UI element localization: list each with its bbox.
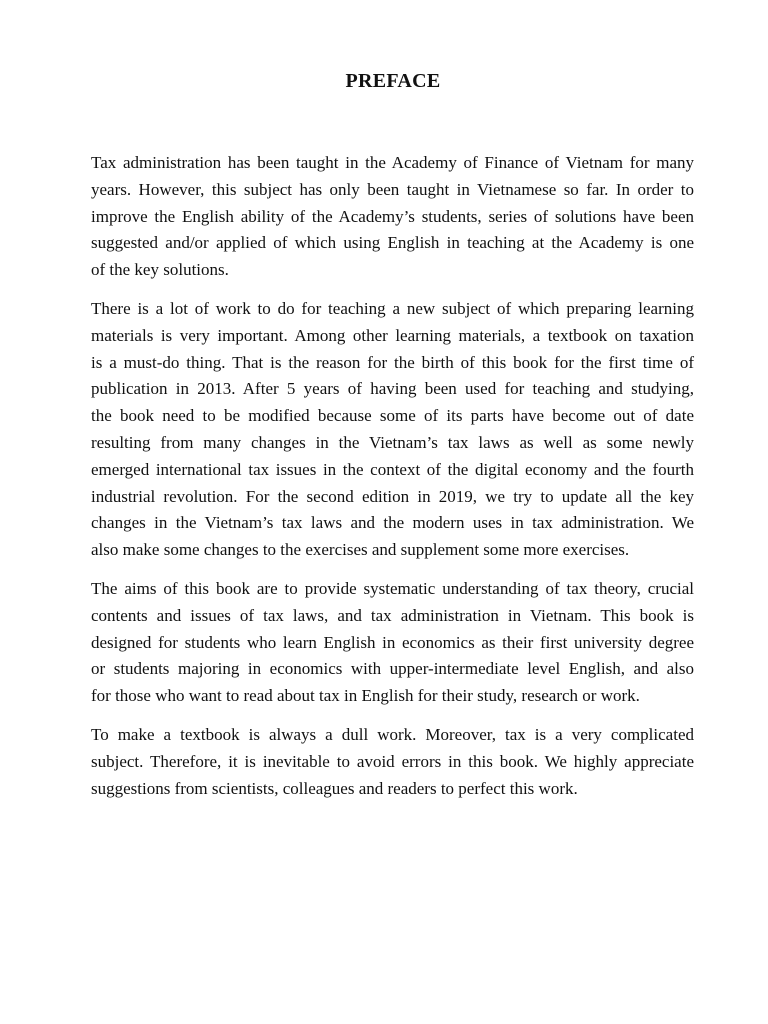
- text-line: also make some changes to the exercises and supplement some more exercises.: [91, 540, 630, 560]
- text-line: To make a textbook is always a dull work. Moreover, tax is a very complicated: [91, 724, 694, 744]
- paragraph-3: [91, 576, 694, 710]
- text-line: contents and issues of tax laws, and tax administration in Vietnam. This book is: [91, 605, 694, 625]
- preface-body: [91, 150, 694, 814]
- text-line: The aims of this book are to provide systematic understanding of tax theory, crucial: [91, 578, 694, 598]
- paragraph-1: [91, 150, 694, 284]
- page-title: PREFACE: [345, 70, 441, 92]
- text-line: or students majoring in economics with upper-intermediate level English, and also: [91, 659, 694, 679]
- text-line: changes in the Vietnam’s tax laws and the modern uses in tax administration. We: [91, 513, 694, 533]
- text-line: subject. Therefore, it is inevitable to avoid errors in this book. We highly appreciate: [91, 751, 694, 771]
- paragraph-2: [91, 296, 694, 564]
- text-line: of the key solutions.: [91, 260, 229, 280]
- text-line: emerged international tax issues in the context of the digital economy and the fourth: [91, 459, 694, 479]
- text-line: suggestions from scientists, colleagues and readers to perfect this work.: [91, 778, 578, 798]
- text-line: is a must-do thing. That is the reason for the birth of this book for the first time of: [91, 352, 694, 372]
- text-line: the book need to be modified because some of its parts have become out of date: [91, 406, 694, 426]
- text-line: There is a lot of work to do for teaching a new subject of which preparing learning: [91, 298, 694, 318]
- text-line: materials is very important. Among other learning materials, a textbook on taxation: [91, 325, 694, 345]
- text-line: designed for students who learn English in economics as their first university degree: [91, 632, 694, 652]
- paragraph-4: [91, 722, 694, 802]
- text-line: Tax administration has been taught in the Academy of Finance of Vietnam for many: [91, 153, 694, 172]
- text-line: resulting from many changes in the Vietnam’s tax laws as well as some newly: [91, 432, 694, 452]
- text-line: improve the English ability of the Academy’s students, series of solutions have been: [91, 206, 694, 226]
- text-line: publication in 2013. After 5 years of having been used for teaching and studying,: [91, 379, 694, 399]
- text-line: industrial revolution. For the second edition in 2019, we try to update all the key: [91, 486, 694, 506]
- text-line: years. However, this subject has only been taught in Vietnamese so far. In order to: [91, 179, 694, 199]
- text-line: for those who want to read about tax in English for their study, research or work.: [91, 686, 640, 706]
- text-line: suggested and/or applied of which using English in teaching at the Academy is one: [91, 233, 694, 253]
